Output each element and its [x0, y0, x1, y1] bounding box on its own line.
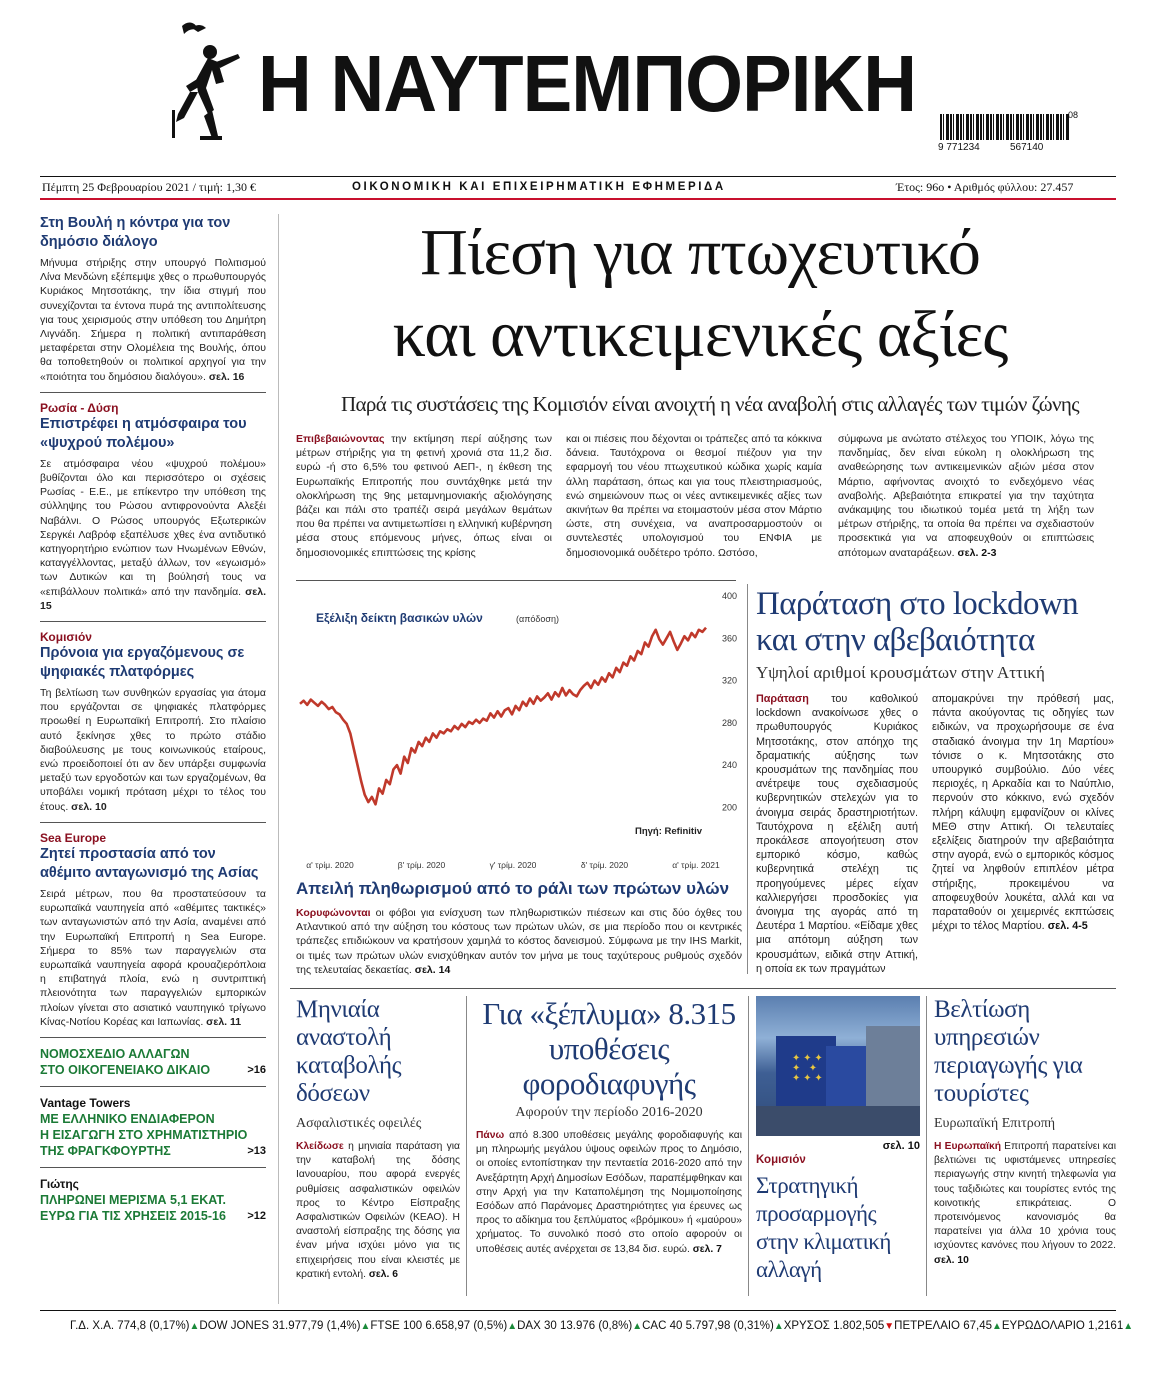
sidebar-column-rule	[278, 214, 279, 1304]
lead-column-3-text: σύμφωνα με ανώτατο στέλεχος του ΥΠΟΙΚ, λόγω της πανδημίας, δεν είναι εύκολη η ολοκλήρωση της αναθεώρησης των αντικειμενικών αξιών μέσα στον Μάρτιο, αφήνοντας ανοιχτό το ενδεχόμενο νέας αναβολής. Αβεβαιότητα επικρατεί για την ταχύτητα ανάκαμψης του ιδιωτικού τομέα μετά τη λήξη των μέτρων στήριξης, τα οποία θα πρέπει να σχεδιαστούν προσεκτικά για να αποφευχθούν οι επιπτώσεις απότομων αναταράξεων.	[838, 433, 1094, 559]
sidebar-story-5-line1: ΝΟΜΟΣΧΕΔΙΟ ΑΛΛΑΓΩΝ	[40, 1046, 190, 1061]
up-arrow-icon: ▲	[189, 1321, 200, 1332]
ticker-rule	[40, 1310, 1116, 1311]
sidebar-story-3-title: Πρόνοια για εργαζόμενους σε ψηφιακές πλατφόρμες	[40, 645, 245, 681]
barcode-number-right: 567140	[1010, 142, 1044, 153]
chart-source: Πηγή: Refinitiv	[634, 826, 702, 837]
lockdown-column-1-text: του καθολικού lockdown ανακοίνωσε χθες ο πρωθυπουργός Κυριάκος Μητσοτάκης, στον απόηχο της δραματικής αύξησης των κρουσμάτων της πανδημίας που ανέτρεψε τους σχεδιασμούς κυβερνητικών στελεχών για το άνοιγμα σειράς δραστηριοτήτων. Ταυτόχρονα η εξέλιξη αυτή προκάλεσε απογοήτευση στον εμπορικό κόσμο, καθώς κυβερνητικά στελέχη τις προηγούμενες μέρες είχαν καλλιεργήσει προσδοκίες για άνοιγμα της αγοράς από τη Δευτέρα 1 Μαρτίου. «Είδαμε χθες μια απότομη αύξηση των κρουσμάτων, ειδικά στην Αττική, η οποία εκ των πραγμάτων	[756, 693, 918, 975]
date-price: Πέμπτη 25 Φεβρουαρίου 2021 / τιμή: 1,30 €	[42, 180, 257, 194]
sidebar-story-4-tag: Sea Europe	[40, 830, 107, 845]
chart-title-suffix: (απόδοση)	[516, 614, 559, 624]
bottom-story-2-deck: Αφορούν την περίοδο 2016-2020	[515, 1105, 703, 1120]
up-arrow-icon: ▲	[632, 1321, 643, 1332]
bottom-story-4-body: Επιτροπή παρατείνει και βελτιώνει τις υφιστάμενες υπηρεσίες περιαγωγής στην κινητή τηλεφωνία για τους ταξιδιώτες και τουρίστες εντός της κοινοτικής επικράτειας. Ο προτεινόμενος κανονισμός θα παρατείνει για άλλα 10 χρόνια τους ισχύοντες κανόνες που λήγουν το 2022.	[934, 1141, 1117, 1252]
chart-title: Εξέλιξη δείκτη βασικών υλών	[316, 611, 483, 625]
masthead-rule-top	[40, 176, 1116, 177]
ticker-label: ΠΕΤΡΕΛΑΙΟ	[894, 1320, 964, 1332]
lead-deck: Παρά τις συστάσεις της Κομισιόν είναι ανοιχτή η νέα αναβολή στις αλλαγές των τιμών ζώνης	[340, 392, 1080, 416]
bottom-column-rule	[926, 996, 927, 1296]
chart-article-page: σελ. 14	[414, 963, 451, 976]
commodities-chart-svg	[296, 586, 742, 872]
sidebar-story-4-body: Σειρά μέτρων, που θα προστατεύσουν τα ευρωπαϊκά ναυπηγεία από «αθέμιτες τακτικές» των ανταγωνιστών από την Ασία, αναμένει από την Ευρωπαϊκή Επιτροπή η Sea Europe. Σήμερα το 85% των παραγγελιών στα ευρωπαϊκά ναυπηγεία αφορά κρουαζιερόπλοια η επιβατηγά πλοία, ενώ η συντριπτική πλειονότητα των παραγγελιών εμπορικών πλοίων γίνεται στο ασιατικό ναυπηγικό τρίγωνο Κίνας-Νοτίου Κορέας και Ιαπωνίας.	[40, 887, 266, 1028]
chart-top-rule	[296, 580, 736, 581]
up-arrow-icon: ▲	[773, 1321, 784, 1332]
up-arrow-icon: ▲	[991, 1321, 1002, 1332]
lead-headline-line2: και αντικειμενικές αξίες	[392, 298, 1008, 371]
ticker-label: ΧΡΥΣΟΣ	[783, 1320, 834, 1332]
ticker-item	[517, 1320, 642, 1340]
bottom-column-rule	[748, 996, 749, 1296]
sidebar-story-4-title: Ζητεί προστασία από τον αθέμιτο ανταγωνισμό της Ασίας	[40, 845, 259, 881]
sidebar-story-1-body: Μήνυμα στήριξης στην υπουργό Πολιτισμού Λίνα Μενδώνη εξέπεμψε χθες ο πρωθυπουργός Κυριάκος Μητσοτάκης, την ίδια στιγμή που συνεχίζονται τα έντονα πυρά της αντιπολίτευσης για τους χειρισμούς στην υπόθεση του Δημήτρη Λιγνάδη. Σήμερα η πολιτική αντιπαράθεση μεταφέρεται στην Ολομέλεια της Βουλής, όπου θα τοποθετηθούν οι πολιτικοί αρχηγοί για την «ποιότητα του δημόσιου διαλόγου».	[40, 257, 266, 383]
y-tick-label: 200	[722, 802, 738, 813]
ticker-value: 13.976 (0,8%)	[559, 1320, 633, 1332]
sidebar-story-6-page: >13	[247, 1144, 266, 1157]
x-tick-label: δ' τρίμ. 2020	[580, 860, 629, 870]
x-tick-label: γ' τρίμ. 2020	[489, 860, 537, 870]
sidebar-story-6-tag: Vantage Towers	[40, 1095, 131, 1110]
sidebar-story-3[interactable]	[40, 630, 266, 814]
y-tick-label: 240	[722, 760, 738, 771]
ticker-value: 31.977,79 (1,4%)	[272, 1320, 361, 1332]
lockdown-column-2-text: απομακρύνει την πρόθεσή μας, πάντα ακούγοντας τις οδηγίες των ειδικών, να προχωρήσουμε σε ένα σταδιακό άνοιγμα την 1η Μαρτίου» τόνισε ο κ. Μητσοτάκης στο υπουργικό συμβούλιο. Δύο νέες περιοχές, η Αρκαδία και το Ναύπλιο, περνούν στο κόκκινο, ενώ σχεδόν πλήρη κάλυψη εμφανίζουν οι κλίνες ΜΕΘ στην Αττική. Οι τελευταίες εξελίξεις διατηρούν την αβεβαιότητα στην αγορά, ενώ ο εμπορικός κόσμος ζητεί να ληφθούν επιπλέον μέτρα στήριξης, προκειμένου να αποφευχθούν λουκέτα, αλλά και να παραταθούν οι χειμερινές εκπτώσεις μέχρι το τέλος Μαρτίου.	[932, 693, 1114, 933]
sidebar-story-3-page: σελ. 10	[71, 800, 107, 813]
commodities-index-line	[300, 628, 706, 805]
eu-flag-stars-icon: ✦ ✦ ✦ ✦ ✦ ✦ ✦ ✦	[792, 1053, 823, 1084]
bottom-story-3-headline: Στρατηγική προσαρμογής στην κλιματική αλλαγή	[756, 1173, 891, 1282]
sidebar-story-5-page: >16	[247, 1063, 266, 1076]
bottom-story-2-headline: Για «ξέπλυμα» 8.315 υποθέσεις φοροδιαφυγής	[482, 996, 736, 1101]
sidebar	[40, 214, 266, 1224]
chart-article-headline: Απειλή πληθωρισμού από το ράλι των πρώτων υλών	[296, 879, 730, 898]
sidebar-story-7[interactable]	[40, 1176, 266, 1224]
sidebar-story-2-body: Σε ατμόσφαιρα νέου «ψυχρού πολέμου» βυθίζονται όλο και περισσότερο οι σχέσεις Ρωσίας - Ε.Ε., με επίκεντρο την υπόθεση της σύλληψης του Ρώσου αντιφρονούντα Αλεξέι Ναβάλνι. Ο Ρώσος υπουργός Εξωτερικών Σεργκέι Λαβρόφ εξαπέλυσε χθες ένα αντιδυτικό κατηγορητήριο ενώπιον των Ηνωμένων Εθνών, καταγγέλλοντας, μεταξύ άλλων, τον «εγωισμό» των Δυτικών και τη βούλησή τους να «επιβάλλουν πολιτικά» από την πανδημία.	[40, 457, 266, 598]
bottom-story-3-photo-page: σελ. 10	[882, 1140, 920, 1152]
bottom-story-1-deck: Ασφαλιστικές οφειλές	[296, 1116, 422, 1131]
ticker-label: Γ.Δ. Χ.Α.	[70, 1320, 118, 1332]
up-arrow-icon: ▲	[360, 1321, 371, 1332]
down-arrow-icon: ▼	[884, 1321, 895, 1332]
ticker-item	[784, 1320, 894, 1340]
barcode	[930, 110, 1080, 160]
bottom-story-2[interactable]	[476, 996, 742, 1257]
bottom-story-1-headline: Μηνιαία αναστολή καταβολής δόσεων	[296, 996, 402, 1107]
bottom-story-3-tag: Κομισιόν	[756, 1154, 806, 1166]
sidebar-story-2-page: σελ. 15	[40, 585, 266, 612]
sidebar-story-1-title: Στη Βουλή η κόντρα για τον δημόσιο διάλογο	[40, 215, 231, 250]
sidebar-story-7-page: >12	[247, 1209, 266, 1222]
sidebar-story-7-line2: ΕΥΡΩ ΓΙΑ ΤΙΣ ΧΡΗΣΕΙΣ 2015-16	[40, 1208, 226, 1223]
lockdown-deck: Υψηλοί αριθμοί κρουσμάτων στην Αττική	[756, 663, 1045, 682]
sidebar-divider	[40, 1167, 266, 1168]
sidebar-story-4-page: σελ. 11	[206, 1015, 242, 1028]
y-tick-label: 320	[722, 675, 738, 686]
issue-number: Έτος: 96ο • Αριθμός φύλλου: 27.457	[896, 180, 1074, 194]
x-tick-label: α' τρίμ. 2021	[672, 860, 720, 870]
ticker-item	[1002, 1320, 1133, 1340]
lockdown-headline-line2: και στην αβεβαιότητα	[756, 622, 1035, 658]
lead-column-2-text: και οι πιέσεις που δέχονται οι τράπεζες από τα κόκκινα δάνεια. Ταυτόχρονα οι θεσμοί πιέζουν για την εφαρμογή του νέου πτωχευτικού κώδικα χωρίς καμία άλλη παράταση, όπως και για τους πλειστηριασμούς, ενώ σημειώνουν πως οι νέες αντικειμενικές αξίες των ακινήτων θα πρέπει να ετοιμαστούν μέσα στον Μάρτιο ώστε, στη συνέχεια, να αναπροσαρμοστούν οι συντελεστές υπολογισμού του ΕΝΦΙΑ με δημοσιονομικά ουδέτερο τρόπο. Ωστόσο,	[566, 433, 822, 559]
ticker-label: CAC 40	[642, 1320, 686, 1332]
sidebar-divider	[40, 392, 266, 393]
sidebar-story-5-line2: ΣΤΟ ΟΙΚΟΓΕΝΕΙΑΚΟ ΔΙΚΑΙΟ	[40, 1062, 211, 1077]
lockdown-lead: Παράταση	[756, 693, 809, 705]
lead-column-3-page: σελ. 2-3	[957, 546, 997, 559]
sidebar-divider	[40, 621, 266, 622]
bottom-story-4-lead: Η Ευρωπαϊκή	[934, 1141, 1002, 1152]
bottom-story-1[interactable]	[296, 996, 460, 1282]
sidebar-story-1[interactable]	[40, 214, 266, 384]
lockdown-headline-line1: Παράταση στο lockdown	[756, 586, 1079, 622]
ticker-item	[370, 1320, 517, 1340]
lead-column-1-lead: Επιβεβαιώνοντας	[296, 433, 385, 445]
lead-column-1[interactable]	[296, 432, 552, 560]
sidebar-story-3-body: Τη βελτίωση των συνθηκών εργασίας για άτομα που εργάζονται σε ψηφιακές πλατφόρμες προωθεί η Ευρωπαϊκή Επιτροπή. Στο πλαίσιο αυτό ξεκίνησε χθες το πρώτο στάδιο διαβούλευσης με τους κοινωνικούς εταίρους, ενώ προειδοποιεί ότι αν δεν υπάρξει συμφωνία μεταξύ των εργοδοτών και των εργαζομένων, θα υποβάλει νομική πρόταση μέχρι το τέλος του έτους.	[40, 687, 266, 813]
y-tick-label: 360	[722, 633, 738, 644]
sidebar-story-7-line1: ΠΛΗΡΩΝΕΙ ΜΕΡΙΣΜΑ 5,1 ΕΚΑΤ.	[40, 1192, 226, 1207]
ticker-value: 774,8 (0,17%)	[117, 1320, 190, 1332]
chart-article-lead: Κορυφώνονται	[296, 907, 371, 919]
bottom-story-3[interactable]	[756, 996, 920, 1284]
chart-article[interactable]	[296, 878, 742, 977]
sidebar-divider	[40, 822, 266, 823]
chart-column-rule	[747, 584, 748, 974]
ticker-value: 1,2161	[1088, 1320, 1124, 1332]
bottom-story-4-deck: Ευρωπαϊκή Επιτροπή	[934, 1116, 1056, 1131]
sidebar-story-6-line2: Η ΕΙΣΑΓΩΓΗ ΣΤΟ ΧΡΗΜΑΤΙΣΤΗΡΙΟ	[40, 1127, 248, 1142]
lead-column-1-text: την εκτίμηση περί αύξησης των μέτρων στήριξης για τη φετινή χρονιά στα 11,2 δισ. ευρώ -ή στο 6,5% του φετινού ΑΕΠ-, η έκθεση της Ευρωπαϊκής Επιτροπής που συντάχθηκε μετά την ολοκλήρωση της 9ης μεταμνημονιακής αξιολόγησης βάζει και πάλι στο τραπέζι σειρά μεγάλων θεμάτων που θα πρέπει να αντιμετωπίσει η ελληνική κυβέρνηση μέσα στους επόμενους μήνες, όπως είναι οι δημοσιονομικές επιπτώσεις της κρίσης	[296, 433, 552, 559]
x-tick-label: β' τρίμ. 2020	[397, 860, 446, 870]
lockdown-column-1[interactable]	[756, 692, 918, 976]
ticker-item	[70, 1320, 199, 1340]
bottom-story-4[interactable]	[934, 996, 1116, 1268]
sidebar-divider	[40, 1086, 266, 1087]
bottom-story-1-body: η μηνιαία παράταση για την καταβολή της δόσης Ιανουαρίου, που αφορά ενεργές ρυθμίσεις ασφαλιστικών οφειλών προς το Κέντρο Είσπραξης Ασφαλιστικών Οφειλών (ΚΕΑΟ). Η αναστολή είσπραξης της δόσης για έναν μήνα ισχύει μόνο για τις επιχειρήσεις που είναι κλειστές με κρατική εντολή.	[296, 1141, 460, 1280]
sidebar-story-7-tag: Γιώτης	[40, 1176, 79, 1191]
ticker-item	[199, 1320, 370, 1340]
sidebar-story-6-line3: ΤΗΣ ΦΡΑΓΚΦΟΥΡΤΗΣ	[40, 1143, 171, 1158]
lead-column-2[interactable]	[566, 432, 822, 560]
sidebar-story-2-title: Επιστρέφει η ατμόσφαιρα του «ψυχρού πολέμου»	[40, 415, 247, 451]
hermes-logo	[162, 18, 252, 148]
ticker-label: DAX 30	[517, 1320, 560, 1332]
ticker-value: 67,45	[963, 1320, 992, 1332]
barcode-issue: 08	[1068, 110, 1079, 120]
sidebar-story-2-tag: Ρωσία - Δύση	[40, 400, 119, 415]
bottom-story-2-body: από 8.300 υποθέσεις μεγάλης φοροδιαφυγής και μη πληρωμής μεγάλου ύψους οφειλών προς το Δημόσιο, οι οποίες εντοπίστηκαν την πενταετία 2016-2020 από την Ανεξάρτητη Αρχή Δημοσίων Εσόδων, παραπέμφθηκαν και στην Αρχή για την Καταπολέμηση της Νομιμοποίησης Εσόδων από Παράνομες Δραστηριότητες για έρευνες ως προς το αδίκημα του ξεπλύματος «βρόμικου» ή «μαύρου» χρήματος. Το συνολικό ποσό στο οποίο αφορούν οι υποθέσεις αυτές ανέρχεται σε 13,84 δισ. ευρώ.	[476, 1130, 742, 1255]
eu-flags-photo	[756, 996, 920, 1136]
hermes-figure-icon	[162, 18, 252, 148]
sidebar-story-6-line1: ΜΕ ΕΛΛΗΝΙΚΟ ΕΝΔΙΑΦΕΡΟΝ	[40, 1111, 215, 1126]
commodities-chart	[296, 586, 742, 872]
lockdown-column-2[interactable]	[932, 692, 1114, 933]
sidebar-story-5[interactable]	[40, 1046, 266, 1078]
y-tick-label: 280	[722, 717, 738, 728]
bottom-section-rule	[290, 988, 1116, 989]
sidebar-story-6[interactable]	[40, 1095, 266, 1159]
newspaper-title: Η ΝΑΥΤΕΜΠΟΡΙΚΗ	[258, 39, 917, 128]
bottom-story-1-page: σελ. 6	[368, 1268, 398, 1280]
bottom-story-4-page: σελ. 10	[934, 1254, 969, 1266]
masthead-rule-bottom	[40, 198, 1116, 200]
bottom-column-rule	[466, 996, 467, 1296]
ticker-item	[894, 1320, 1002, 1340]
lead-column-3[interactable]	[838, 432, 1094, 560]
up-arrow-icon: ▲	[507, 1321, 518, 1332]
ticker-value: 1.802,505	[833, 1320, 885, 1332]
lockdown-page: σελ. 4-5	[1047, 920, 1088, 933]
chart-article-body: οι φόβοι για ενίσχυση των πληθωριστικών πιέσεων και στις δύο όχθες του Ατλαντικού από την αύξηση του κόστους των πρώτων υλών, σε μια περίοδο που οι κεντρικές τράπεζες επιδιώκουν να κρατήσουν χαμηλά το κόστος δανεισμού. Σύμφωνα με την IHS Markit, οι τιμές των πρώτων υλών ενισχύθηκαν αυτόν τον μήνα με τους ταχύτερους ρυθμούς σχεδόν της τελευταίας δεκαετίας.	[296, 907, 742, 976]
ticker-label: FTSE 100	[370, 1320, 426, 1332]
barcode-number-left: 9 771234	[938, 142, 980, 153]
up-arrow-icon: ▲	[1123, 1321, 1134, 1332]
sidebar-story-2[interactable]	[40, 401, 266, 613]
sidebar-story-3-tag: Κομισιόν	[40, 630, 92, 645]
bottom-story-1-lead: Κλείδωσε	[296, 1141, 344, 1152]
sidebar-story-1-page: σελ. 16	[208, 370, 245, 383]
market-ticker	[70, 1320, 1134, 1340]
sidebar-divider	[40, 1037, 266, 1038]
bottom-story-2-page: σελ. 7	[692, 1243, 722, 1255]
bottom-story-4-headline: Βελτίωση υπηρεσιών περιαγωγής για τουρίστες	[934, 996, 1083, 1107]
masthead-subtitle: ΟΙΚΟΝΟΜΙΚΗ ΚΑΙ ΕΠΙΧΕΙΡΗΜΑΤΙΚΗ ΕΦΗΜΕΡΙΔΑ	[352, 181, 726, 193]
ticker-value: 5.797,98 (0,31%)	[685, 1320, 774, 1332]
ticker-value: 6.658,97 (0,5%)	[425, 1320, 508, 1332]
bottom-story-2-lead: Πάνω	[476, 1130, 505, 1141]
sidebar-story-4[interactable]	[40, 831, 266, 1029]
lead-headline-line1: Πίεση για πτωχευτικό	[420, 216, 980, 289]
ticker-label: DOW JONES	[199, 1320, 273, 1332]
ticker-item	[642, 1320, 784, 1340]
y-tick-label: 400	[722, 591, 738, 601]
x-tick-label: α' τρίμ. 2020	[306, 860, 354, 870]
ticker-label: ΕΥΡΩΔΟΛΑΡΙΟ	[1001, 1320, 1089, 1332]
